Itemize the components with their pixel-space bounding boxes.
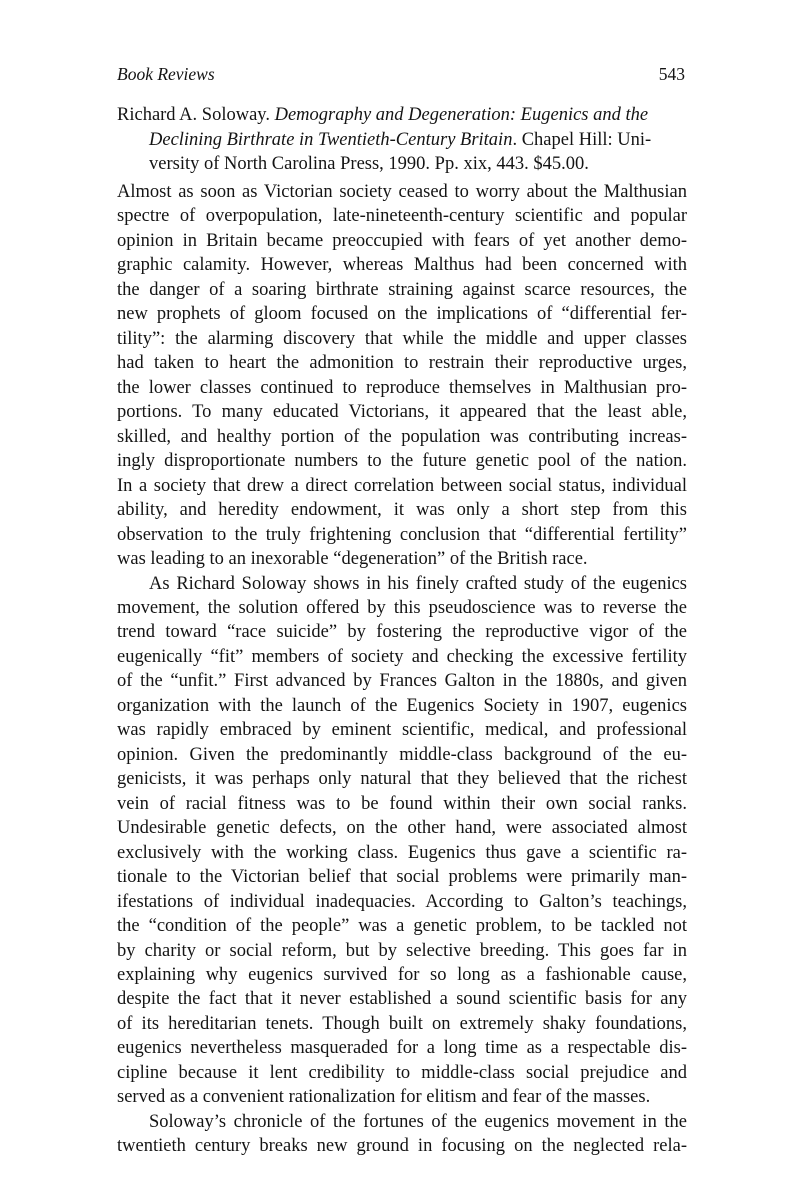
body-line: tility”: the alarming discovery that while the middle and upper classes [117, 328, 687, 349]
body-line: the lower classes continued to reproduce themselves in Malthusian pro- [117, 377, 687, 398]
body-line: eugenically “fit” members of society and checking the excessive fertility [117, 646, 687, 667]
citation-book-title: Demography and Degeneration: Eugenics and the [274, 105, 649, 125]
citation-line [117, 128, 687, 153]
body-line: eugenics nevertheless masqueraded for a long time as a respectable dis- [117, 1038, 687, 1059]
body-line: opinion in Britain became preoccupied with fears of yet another demo- [117, 230, 687, 251]
body-line: twentieth century breaks new ground in focusing on the neglected rela- [117, 1136, 687, 1157]
body-line: of its hereditarian tenets. Though built on extremely shaky foundations, [117, 1013, 687, 1034]
page-number: 543 [658, 64, 685, 84]
body-line: ingly disproportionate numbers to the future genetic pool of the nation. [117, 451, 687, 472]
body-line: ifestations of individual inadequacies. According to Galton’s teachings, [117, 891, 687, 912]
body-line: was rapidly embraced by eminent scientific, medical, and professional [117, 720, 687, 741]
citation-line [117, 152, 687, 177]
body-line: Almost as soon as Victorian society ceased to worry about the Malthusian [117, 182, 687, 202]
body-line: ability, and heredity endowment, it was only a short step from this [117, 500, 687, 521]
review-body [117, 180, 687, 1159]
body-line: In a society that drew a direct correlation between social status, individual [117, 475, 687, 496]
body-line: observation to the truly frightening conclusion that “differential fertility” [117, 524, 687, 545]
body-line: graphic calamity. However, whereas Malthus had been concerned with [117, 255, 687, 276]
book-citation [117, 103, 687, 177]
body-line: the danger of a soaring birthrate straining against scarce resources, the [117, 279, 687, 300]
body-line: despite the fact that it never established a sound scientific basis for any [117, 989, 687, 1010]
citation-author: Richard A. Soloway. [117, 105, 275, 125]
body-line: movement, the solution offered by this pseudoscience was to reverse the [117, 597, 687, 618]
running-head [117, 64, 685, 88]
body-line: exclusively with the working class. Eugenics thus gave a scientific ra- [117, 842, 687, 863]
citation-publisher: . Chapel Hill: Uni- [512, 129, 652, 150]
body-line: As Richard Soloway shows in his finely crafted study of the eugenics [149, 573, 687, 594]
body-line: served as a convenient rationalization for elitism and fear of the masses. [117, 1087, 651, 1108]
citation-line [117, 103, 687, 128]
body-line: cipline because it lent credibility to middle-class social prejudice and [117, 1062, 687, 1083]
body-line: Undesirable genetic defects, on the other hand, were associated almost [117, 818, 687, 839]
body-line: vein of racial fitness was to be found within their own social ranks. [117, 793, 687, 814]
body-line: had taken to heart the admonition to restrain their reproductive urges, [117, 353, 687, 374]
body-line: Soloway’s chronicle of the fortunes of the eugenics movement in the [149, 1111, 687, 1132]
body-line: genicists, it was perhaps only natural that they believed that the richest [117, 769, 687, 790]
body-line: opinion. Given the predominantly middle-class background of the eu- [117, 744, 687, 765]
citation-publication-details: versity of North Carolina Press, 1990. Pp. xix, 443. $45.00. [149, 154, 589, 175]
citation-book-subtitle: Declining Birthrate in Twentieth-Century Britain [149, 129, 513, 150]
body-line: the “condition of the people” was a genetic problem, to be tackled not [117, 916, 687, 937]
body-line: of the “unfit.” First advanced by Frances Galton in the 1880s, and given [117, 671, 687, 692]
body-line: explaining why eugenics survived for so long as a fashionable cause, [117, 965, 687, 985]
body-line: organization with the launch of the Eugenics Society in 1907, eugenics [117, 695, 687, 716]
body-line: spectre of overpopulation, late-nineteenth-century scientific and popular [117, 206, 687, 227]
body-line: skilled, and healthy portion of the population was contributing increas- [117, 426, 687, 447]
running-head-title: Book Reviews [117, 64, 215, 84]
body-line: new prophets of gloom focused on the implications of “differential fer- [117, 304, 687, 325]
body-line: was leading to an inexorable “degeneration” of the British race. [117, 549, 588, 570]
body-line: by charity or social reform, but by selective breeding. This goes far in [117, 940, 687, 961]
body-line: trend toward “race suicide” by fostering the reproductive vigor of the [117, 622, 687, 643]
body-line: portions. To many educated Victorians, it appeared that the least able, [117, 402, 687, 423]
body-line: tionale to the Victorian belief that social problems were primarily man- [117, 867, 687, 888]
